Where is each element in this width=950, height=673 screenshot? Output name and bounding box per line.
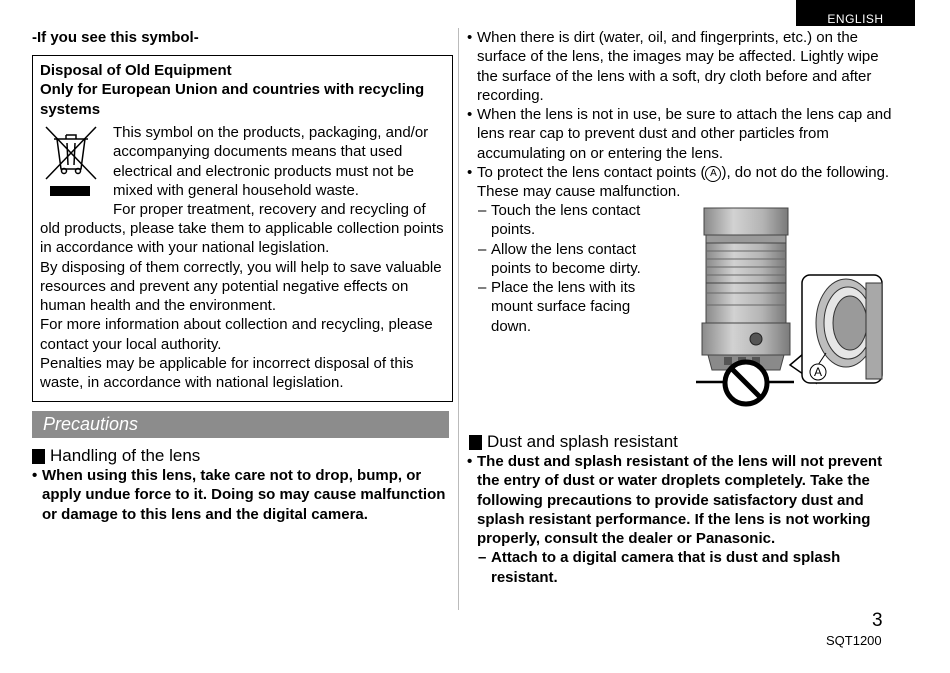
bullet-icon: • [32, 467, 38, 484]
disposal-title-block [40, 61, 450, 119]
disposal-p4: For more information about collection and recycling, please contact your local authority. [40, 316, 433, 353]
handling-heading-text: Handling of the lens [50, 446, 201, 465]
disposal-p1-line: This symbol on the products, packaging, and/or [113, 124, 429, 141]
square-bullet-icon [469, 435, 482, 450]
circled-a-marker: A [705, 166, 721, 182]
disposal-p2-first-line: For proper treatment, recovery and recycling of [113, 201, 426, 219]
language-tab-label: ENGLISH [827, 12, 884, 26]
symbol-heading: -If you see this symbol- [32, 29, 199, 46]
lens-illustration [694, 205, 884, 410]
dash-icon: – [478, 279, 487, 297]
contact-dash-list [478, 201, 658, 336]
list-item [467, 105, 892, 163]
disposal-p2-rest: old products, please take them to applicable collection points in accordance with your national legislation. [40, 220, 444, 257]
handling-heading [32, 446, 200, 466]
protect-after: ), do not do the following. These may cause malfunction. [477, 164, 890, 201]
bullet-icon: • [467, 453, 473, 470]
handling-bullet [32, 466, 450, 524]
list-item [478, 278, 658, 336]
dash-icon: – [478, 549, 487, 567]
dust-bullet-text: The dust and splash resistant of the lens will not prevent the entry of dust or water droplets completely. Take the following precautions to provide satisfactory dust and splash resistant performance. If the lens is not working properly, consult the dealer or Panasonic. [477, 453, 883, 548]
disposal-paragraph-1 [113, 123, 448, 219]
dash-icon: – [478, 202, 487, 219]
dash-text: Place the lens with its mount surface facing down. [491, 279, 636, 335]
crossed-bin-icon [40, 123, 102, 199]
list-item [467, 452, 892, 548]
dash-text: Allow the lens contact points to become dirty. [491, 240, 641, 277]
care-bullets [467, 28, 892, 202]
list-item [467, 28, 892, 105]
bullet-icon: • [467, 29, 473, 46]
dust-bullets [467, 452, 892, 587]
language-tab [796, 0, 915, 26]
list-item [478, 201, 658, 240]
disposal-title: Disposal of Old Equipment [40, 62, 232, 79]
protect-bullet-text [477, 163, 892, 202]
column-divider [458, 28, 459, 610]
protect-before: To protect the lens contact points ( [477, 164, 706, 182]
disposal-p3: By disposing of them correctly, you will help to save valuable resources and prevent any potential negative effects on human health and the environment. [40, 258, 442, 315]
dust-heading [469, 432, 678, 452]
dash-icon: – [478, 240, 487, 258]
disposal-p1-line: accompanying documents means that used [113, 143, 403, 161]
list-item [478, 240, 658, 279]
disposal-p1-line: mixed with general household waste. [113, 181, 359, 199]
bullet-icon: • [467, 164, 473, 182]
care-bullet-text: When the lens is not in use, be sure to attach the lens cap and lens rear cap to prevent dust and other particles from accumulating on or entering the lens. [477, 106, 892, 162]
bullet-icon: • [467, 106, 473, 124]
dust-dash-text: Attach to a digital camera that is dust and splash resistant. [491, 549, 841, 586]
precautions-header: Precautions [32, 411, 449, 438]
list-item [467, 163, 892, 202]
disposal-paragraphs [40, 219, 448, 393]
handling-bullet-text: When using this lens, take care not to drop, bump, or apply undue force to it. Doing so may cause malfunction or damage to this lens and the digital camera. [42, 467, 446, 523]
disposal-p5: Penalties may be applicable for incorrect disposal of this waste, in accordance with national legislation. [40, 355, 414, 392]
disposal-p1-line: electrical and electronic products must not be [113, 162, 414, 180]
list-item [467, 548, 892, 587]
care-bullet-text: When there is dirt (water, oil, and fingerprints, etc.) on the surface of the lens, the images may be affected. Lightly wipe the surface of the lens with a soft, dry cloth before and after recording. [477, 29, 879, 104]
document-code: SQT1200 [826, 633, 882, 648]
dust-heading-text: Dust and splash resistant [487, 432, 678, 451]
page-number: 3 [872, 610, 883, 631]
square-bullet-icon [32, 449, 45, 464]
disposal-subtitle: Only for European Union and countries with recycling systems [40, 81, 425, 118]
figure-marker-a: A [813, 365, 823, 379]
dash-text: Touch the lens contact points. [491, 202, 641, 239]
